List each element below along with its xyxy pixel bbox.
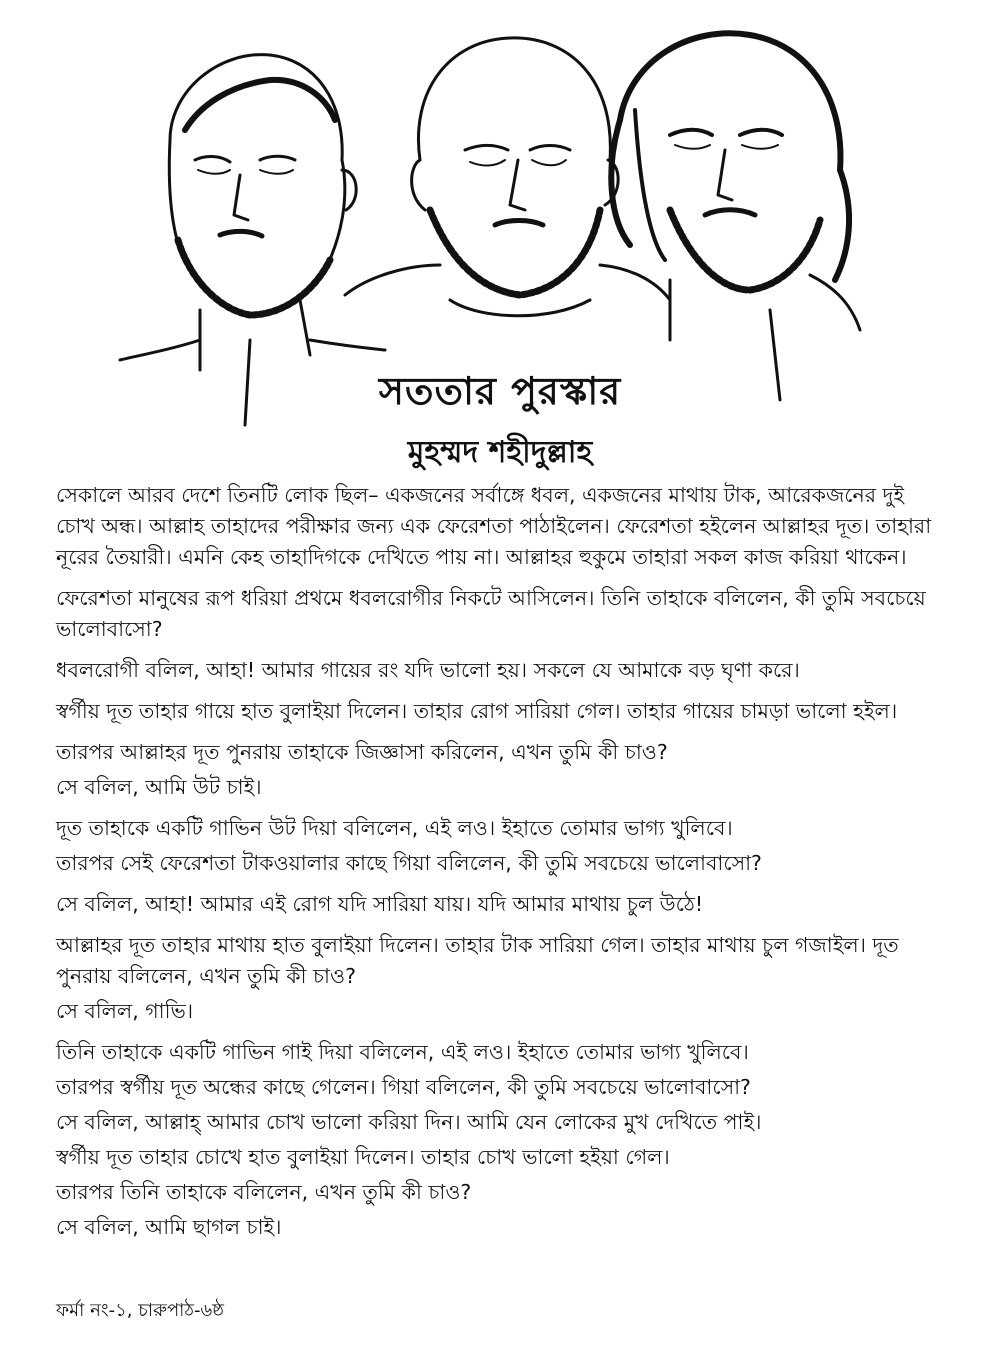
story-title: সততার পুরস্কার (378, 369, 622, 413)
leper-man-figure (611, 33, 860, 400)
paragraph: তারপর স্বর্গীয় দূত অন্ধের কাছে গেলেন। গিয়া বলিলেন, কী তুমি সবচেয়ে ভালোবাসো? (56, 1075, 751, 1099)
paragraph: সে বলিল, আহা! আমার এই রোগ যদি সারিয়া যায়। যদি আমার মাথায় চুল উঠে! (56, 892, 704, 916)
paragraph: ধবলরোগী বলিল, আহা! আমার গায়ের রং যদি ভালো হয়। সকলে যে আমাকে বড় ঘৃণা করে। (56, 658, 800, 682)
paragraph: স্বর্গীয় দূত তাহার চোখে হাত বুলাইয়া দিলেন। তাহার চোখ ভালো হইয়া গেল। (56, 1145, 670, 1169)
page-footer: ফর্মা নং-১, চারুপাঠ-৬ষ্ঠ (56, 1300, 224, 1321)
story-body (56, 480, 946, 1247)
paragraph: আল্লাহর দূত তাহার মাথায় হাত বুলাইয়া দিলেন। তাহার টাক সারিয়া গেল। তাহার মাথায় চুল গজাইল। দূত পুনরায় বলিলেন, এখন তুমি কী চাও? (56, 933, 899, 988)
paragraph: তারপর আল্লাহর দূত পুনরায় তাহাকে জিজ্ঞাসা করিলেন, এখন তুমি কী চাও? (56, 740, 668, 764)
paragraph: ফেরেশতা মানুষের রূপ ধরিয়া প্রথমে ধবলরোগীর নিকটে আসিলেন। তিনি তাহাকে বলিলেন, কী তুমি সবচেয়ে ভালোবাসো? (56, 586, 926, 641)
paragraph: তারপর সেই ফেরেশতা টাকওয়ালার কাছে গিয়া বলিলেন, কী তুমি সবচেয়ে ভালোবাসো? (56, 851, 762, 875)
paragraph: তারপর তিনি তাহাকে বলিলেন, এখন তুমি কী চাও? (56, 1180, 472, 1204)
paragraph: সে বলিল, আমি উট চাই। (56, 775, 262, 799)
paragraph: সে বলিল, গাভি। (56, 999, 194, 1023)
paragraph: স্বর্গীয় দূত তাহার গায়ে হাত বুলাইয়া দিলেন। তাহার রোগ সারিয়া গেল। তাহার গায়ের চামড়া ভালো হইল। (56, 699, 898, 723)
paragraph: সেকালে আরব দেশে তিনটি লোক ছিল– একজনের সর্বাঙ্গে ধবল, একজনের মাথায় টাক, আরেকজনের দুই চোখ অন্ধ। আল্লাহ তাহাদের পরীক্ষার জন্য এক ফেরেশতা পাঠাইলেন। ফেরেশতা হইলেন আল্লাহর দূত। তাহারা নূরের তৈয়ারী। এমনি কেহ তাহাদিগকে দেখিতে পায় না। আল্লাহর হুকুমে তাহারা সকল কাজ করিয়া থাকেন। (56, 483, 932, 569)
paragraph: দূত তাহাকে একটি গাভিন উট দিয়া বলিলেন, এই লও। ইহাতে তোমার ভাগ্য খুলিবে। (56, 816, 733, 840)
author-name: মুহম্মদ শহীদুল্লাহ (407, 435, 593, 470)
paragraph: সে বলিল, আমি ছাগল চাই। (56, 1215, 282, 1239)
paragraph: সে বলিল, আল্লাহ্ আমার চোখ ভালো করিয়া দিন। আমি যেন লোকের মুখ দেখিতে পাই। (56, 1110, 762, 1134)
bald-man-figure (345, 38, 670, 316)
paragraph: তিনি তাহাকে একটি গাভিন গাই দিয়া বলিলেন, এই লও। ইহাতে তোমার ভাগ্য খুলিবে। (56, 1040, 749, 1064)
